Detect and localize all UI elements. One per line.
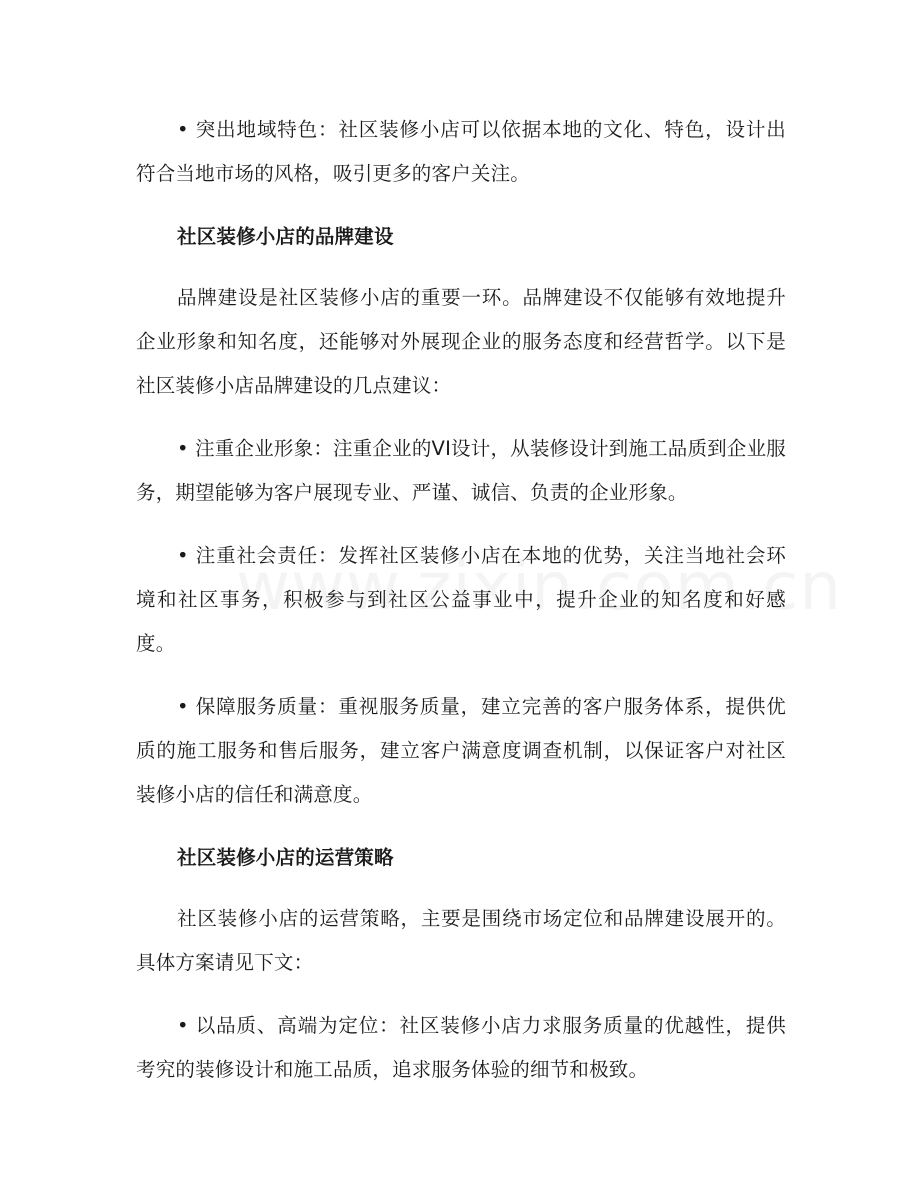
section-heading-brand-building: 社区装修小店的品牌建设 <box>177 225 394 248</box>
bullet-corporate-image: • 注重企业形象：注重企业的VI设计，从装修设计到施工品质到企业服务，期望能够为客户展现专业、严谨、诚信、负责的企业形象。 <box>136 437 786 504</box>
bullet-quality-positioning: • 以品质、高端为定位：社区装修小店力求服务质量的优越性，提供考究的装修设计和施工品质，追求服务体验的细节和极致。 <box>136 1014 786 1081</box>
paragraph-operation-intro: 社区装修小店的运营策略，主要是围绕市场定位和品牌建设展开的。具体方案请见下文： <box>136 907 786 974</box>
paragraph-brand-intro: 品牌建设是社区装修小店的重要一环。品牌建设不仅能够有效地提升企业形象和知名度，还能够对外展现企业的服务态度和经营哲学。以下是社区装修小店品牌建设的几点建议： <box>136 286 786 397</box>
bullet-social-responsibility: • 注重社会责任：发挥社区装修小店在本地的优势，关注当地社会环境和社区事务，积极参与到社区公益事业中，提升企业的知名度和好感度。 <box>136 544 786 655</box>
bullet-service-quality: • 保障服务质量：重视服务质量，建立完善的客户服务体系，提供优质的施工服务和售后服务，建立客户满意度调查机制，以保证客户对社区装修小店的信任和满意度。 <box>136 695 786 806</box>
section-heading-operation-strategy: 社区装修小店的运营策略 <box>177 846 394 869</box>
bullet-regional-features: • 突出地域特色：社区装修小店可以依据本地的文化、特色，设计出符合当地市场的风格，吸引更多的客户关注。 <box>136 118 786 185</box>
document-body <box>136 108 786 1111</box>
